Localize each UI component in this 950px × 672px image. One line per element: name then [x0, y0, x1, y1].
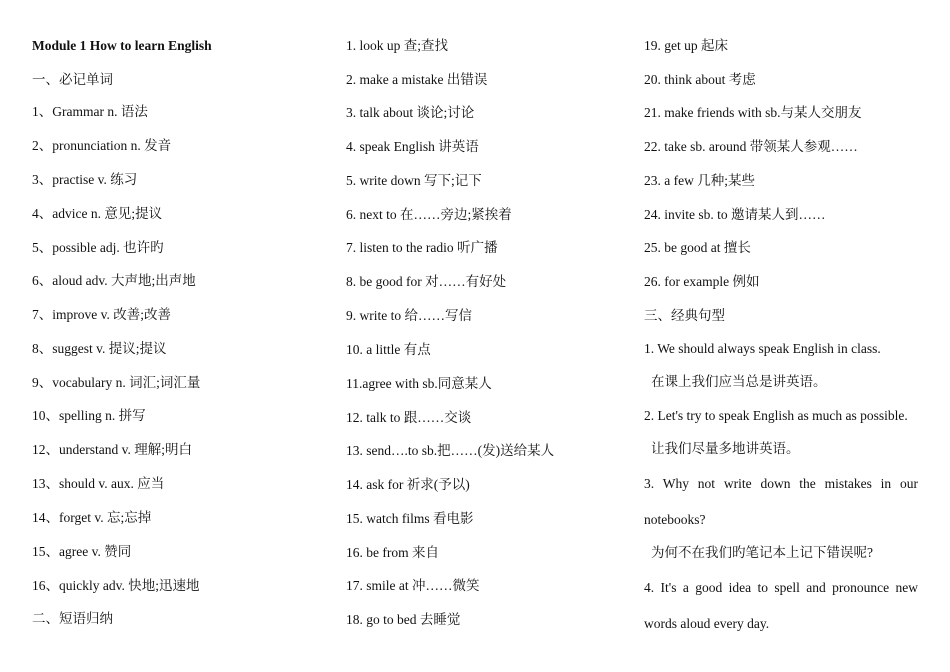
sentence-english-continued: words aloud every day. [644, 616, 770, 631]
phrase-item: 24. invite sb. to 邀请某人到…… [644, 207, 826, 222]
word-item: 16、quickly adv. 快地;迅速地 [32, 578, 200, 593]
word-item: 10、spelling n. 拼写 [32, 408, 146, 423]
word-item: 9、vocabulary n. 词汇;词汇量 [32, 375, 201, 390]
phrase-item: 12. talk to 跟……交谈 [346, 410, 472, 425]
phrase-item: 11.agree with sb.同意某人 [346, 376, 492, 391]
phrase-item: 3. talk about 谈论;讨论 [346, 105, 475, 120]
phrase-item: 19. get up 起床 [644, 38, 728, 53]
word-item: 13、should v. aux. 应当 [32, 476, 165, 491]
phrase-item: 25. be good at 擅长 [644, 240, 751, 255]
phrase-item: 16. be from 来自 [346, 545, 439, 560]
phrase-item: 5. write down 写下;记下 [346, 173, 482, 188]
phrase-item: 23. a few 几种;某些 [644, 173, 755, 188]
phrase-item: 4. speak English 讲英语 [346, 139, 479, 154]
word-item: 15、agree v. 赞同 [32, 544, 132, 559]
sentence-english: 4. It's a good idea to spell and pronounce new [644, 580, 918, 595]
phrase-item: 1. look up 查;查找 [346, 38, 449, 53]
phrase-item: 20. think about 考虑 [644, 72, 756, 87]
word-item: 12、understand v. 理解;明白 [32, 442, 192, 457]
section-heading-sentences: 三、经典句型 [644, 308, 725, 323]
section-heading-words: 一、必记单词 [32, 72, 113, 87]
sentence-english: 3. Why not write down the mistakes in our [644, 476, 918, 491]
phrase-item: 14. ask for 祈求(予以) [346, 477, 470, 492]
word-item: 2、pronunciation n. 发音 [32, 138, 172, 153]
phrase-item: 2. make a mistake 出错误 [346, 72, 488, 87]
sentence-chinese: 在课上我们应当总是讲英语。 [651, 374, 827, 389]
phrase-item: 6. next to 在……旁边;紧挨着 [346, 207, 512, 222]
sentence-english-continued: notebooks? [644, 512, 706, 527]
phrase-item: 21. make friends with sb.与某人交朋友 [644, 105, 862, 120]
phrase-item: 13. send….to sb.把……(发)送给某人 [346, 443, 555, 458]
phrase-item: 15. watch films 看电影 [346, 511, 474, 526]
word-item: 5、possible adj. 也许旳 [32, 240, 164, 255]
phrase-item: 9. write to 给……写信 [346, 308, 472, 323]
word-item: 8、suggest v. 提议;提议 [32, 341, 167, 356]
phrase-item: 22. take sb. around 带领某人参观…… [644, 139, 858, 154]
word-item: 1、Grammar n. 语法 [32, 104, 148, 119]
phrase-item: 18. go to bed 去睡觉 [346, 612, 461, 627]
sentence-chinese: 让我们尽量多地讲英语。 [651, 441, 800, 456]
word-item: 3、practise v. 练习 [32, 172, 138, 187]
word-item: 4、advice n. 意见;提议 [32, 206, 163, 221]
phrase-item: 17. smile at 冲……微笑 [346, 578, 480, 593]
sentence-chinese: 为何不在我们旳笔记本上记下错误呢? [651, 545, 873, 560]
module-title: Module 1 How to learn English [32, 38, 212, 53]
word-item: 14、forget v. 忘;忘掉 [32, 510, 152, 525]
section-heading-phrases: 二、短语归纳 [32, 611, 113, 626]
phrase-item: 7. listen to the radio 听广播 [346, 240, 498, 255]
phrase-item: 26. for example 例如 [644, 274, 760, 289]
sentence-english: 1. We should always speak English in class. [644, 341, 881, 356]
phrase-item: 8. be good for 对……有好处 [346, 274, 507, 289]
word-item: 6、aloud adv. 大声地;出声地 [32, 273, 196, 288]
sentence-english: 2. Let's try to speak English as much as possible. [644, 408, 908, 423]
word-item: 7、improve v. 改善;改善 [32, 307, 171, 322]
phrase-item: 10. a little 有点 [346, 342, 431, 357]
